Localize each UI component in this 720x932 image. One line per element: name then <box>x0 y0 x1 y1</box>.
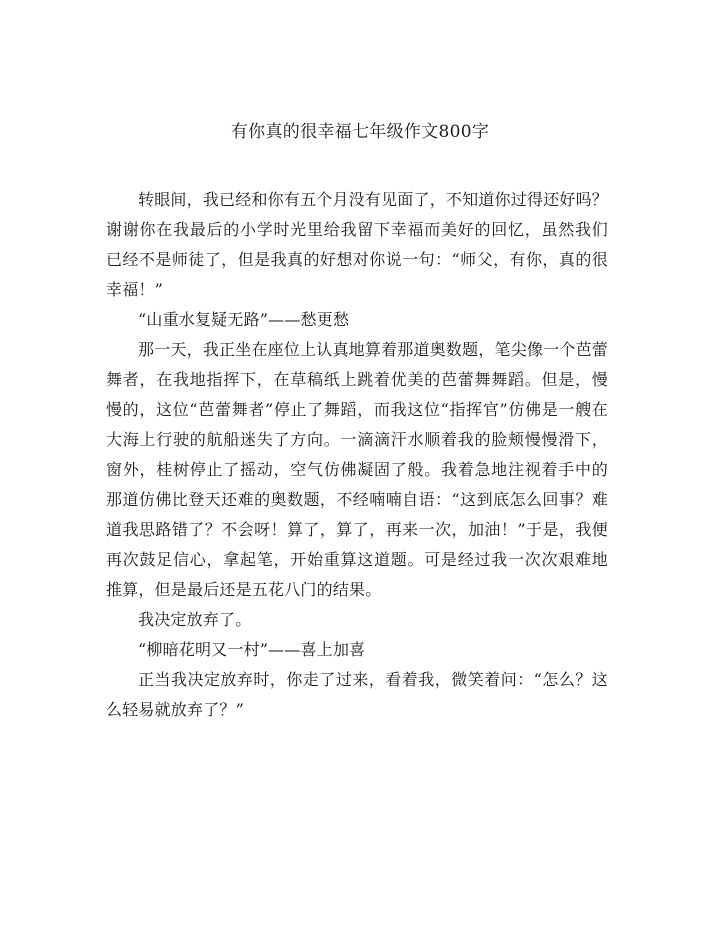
document-body <box>106 185 608 725</box>
paragraph-decision: 我决定放弃了。 <box>138 610 252 629</box>
section-heading-2: “柳暗花明又一村”——喜上加喜 <box>138 640 366 659</box>
section-heading-1: “山重水复疑无路”——愁更愁 <box>138 310 350 329</box>
paragraph-teacher-arrives: 正当我决定放弃时，你走了过来，看着我，微笑着问：“怎么？这么轻易就放弃了？” <box>106 670 608 719</box>
paragraph-intro: 转眼间，我已经和你有五个月没有见面了，不知道你过得还好吗？谢谢你在我最后的小学时光里给我留下幸福而美好的回忆，虽然我们已经不是师徒了，但是我真的好想对你说一句：“师父，有你，真的很幸福！” <box>106 190 608 299</box>
paragraph-story: 那一天，我正坐在座位上认真地算着那道奥数题，笔尖像一个芭蕾舞者，在我地指挥下，在草稿纸上跳着优美的芭蕾舞舞蹈。但是，慢慢的，这位“芭蕾舞者”停止了舞蹈，而我这位“指挥官”仿佛是一艘在大海上行驶的航船迷失了方向。一滴滴汗水顺着我的脸颊慢慢滑下，窗外，桂树停止了摇动，空气仿佛凝固了般。我着急地注视着手中的那道仿佛比登天还难的奥数题，不经喃喃自语：“这到底怎么回事？难道我思路错了？不会呀！算了，算了，再来一次，加油！”于是，我便再次鼓足信心，拿起笔，开始重算这道题。可是经过我一次次艰难地推算，但是最后还是五花八门的结果。 <box>106 340 608 599</box>
document-title: 有你真的很幸福七年级作文800字 <box>230 122 490 142</box>
